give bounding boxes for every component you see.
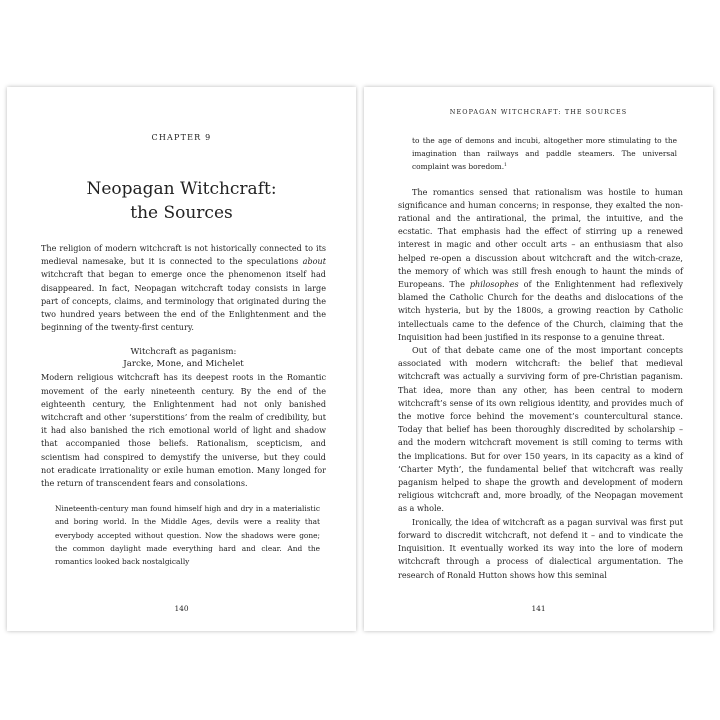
right-body-text bbox=[398, 134, 683, 582]
page-number-right: 141 bbox=[531, 604, 546, 613]
romantics-text-b: of the Enlightenment had reflexively blamed the Catholic Church for the deaths and dislocations of the witch hysteria, but by the 1800s, a growing reaction by Catholic intellectuals came to the defence of the Church, claiming that the Inquisition had been justified in its response to a genuine threat. bbox=[398, 279, 683, 342]
intro-paragraph bbox=[41, 242, 326, 334]
debate-paragraph: Out of that debate came one of the most important concepts associated with modern witchcraft: the belief that medieval witchcraft was actually a surviving form of pre-Christian paganism. That idea, more than any other, has been central to modern witchcraft’s sense of its own religious identity, and provides much of the motive force behind the movement’s countercultural stance. Today that belief has been thoroughly discredited by scholarship – and the modern witchcraft movement is still coming to terms with the implications. But for over 150 years, in its capacity as a kind of ‘Charter Myth’, the fundamental belief that witchcraft was really paganism helped to shape the growth and development of modern religious witchcraft and, more broadly, of the Neopagan movement as a whole. bbox=[398, 345, 683, 514]
romantics-paragraph bbox=[398, 186, 683, 344]
running-head: NEOPAGAN WITCHCRAFT: THE SOURCES bbox=[449, 108, 628, 116]
intro-text-a: The religion of modern witchcraft is not historically connected to its medieval namesake, but it is connected to the speculations bbox=[41, 243, 326, 267]
romantic-roots-paragraph: Modern religious witchcraft has its deepest roots in the Romantic movement of the early nineteenth century. By the end of the eighteenth century, the Enlightenment had not only banished witchcraft and other ‘superstitions’ from the realm of credibility, but it had also banished the rich emotional world of light and shadow that accompanied those beliefs. Rationalism, scepticism, and scientism had conspired to demystify the universe, but they could not eradicate irrationality or exile human emotion. Many longed for the return of transcendent fears and consolations. bbox=[41, 372, 326, 489]
chapter-label: CHAPTER 9 bbox=[151, 133, 212, 142]
block-quote: Nineteenth-century man found himself high and dry in a materialistic and boring world. In the Middle Ages, devils were a reality that everybody accepted without question. Now the shadows were gone; the common daylight made everything hard and clear. And the romantics looked back nostalgically bbox=[55, 504, 320, 567]
romantics-text-a: The romantics sensed that rationalism was hostile to human significance and human concerns; in response, they exalted the non-rational and the antirational, the primal, the intuitive, and the ecstatic. That emphasis had the effect of stirring up a renewed interest in magic and other occult arts – an enthusiasm that also helped re-open a discussion about witchcraft and the witch-craze, the memory of which was still fresh enough to haunt the minds of Europeans. The bbox=[398, 186, 683, 290]
block-quote-continued bbox=[412, 134, 677, 174]
quote-continued-text: to the age of demons and incubi, altogether more stimulating to the imagination than railways and paddle steamers. The universal complaint was boredom. bbox=[412, 136, 677, 172]
chapter-title bbox=[7, 177, 356, 225]
footnote-marker: 1 bbox=[504, 163, 507, 169]
intro-text-b: witchcraft that began to emerge once the phenomenon itself had disappeared. In fact, Neopagan witchcraft today consists in large part of concepts, claims, and terminology that originated during the two hundred years between the end of the Enlightenment and the beginning of the twenty-first century. bbox=[41, 269, 326, 333]
chapter-title-line-1: Neopagan Witchcraft: bbox=[86, 179, 277, 199]
section-heading-line-1: Witchcraft as paganism: bbox=[130, 347, 237, 358]
left-page bbox=[7, 87, 356, 631]
ironic-paragraph: Ironically, the idea of witchcraft as a pagan survival was first put forward to discredit witchcraft, not defend it – and to vindicate the Inquisition. It eventually worked its way into the lore of modern witchcraft through a process of dialectical argumentation. The research of Ronald Hutton shows how this seminal bbox=[398, 516, 683, 580]
chapter-title-line-2: the Sources bbox=[130, 203, 233, 223]
left-body-text bbox=[41, 242, 326, 568]
intro-emphasis: about bbox=[302, 256, 326, 267]
section-heading-line-2: Jarcke, Mone, and Michelet bbox=[123, 359, 244, 370]
section-heading bbox=[41, 346, 326, 370]
romantics-emphasis: philosophes bbox=[469, 279, 519, 290]
right-page bbox=[364, 87, 713, 631]
page-number-left: 140 bbox=[174, 604, 189, 613]
